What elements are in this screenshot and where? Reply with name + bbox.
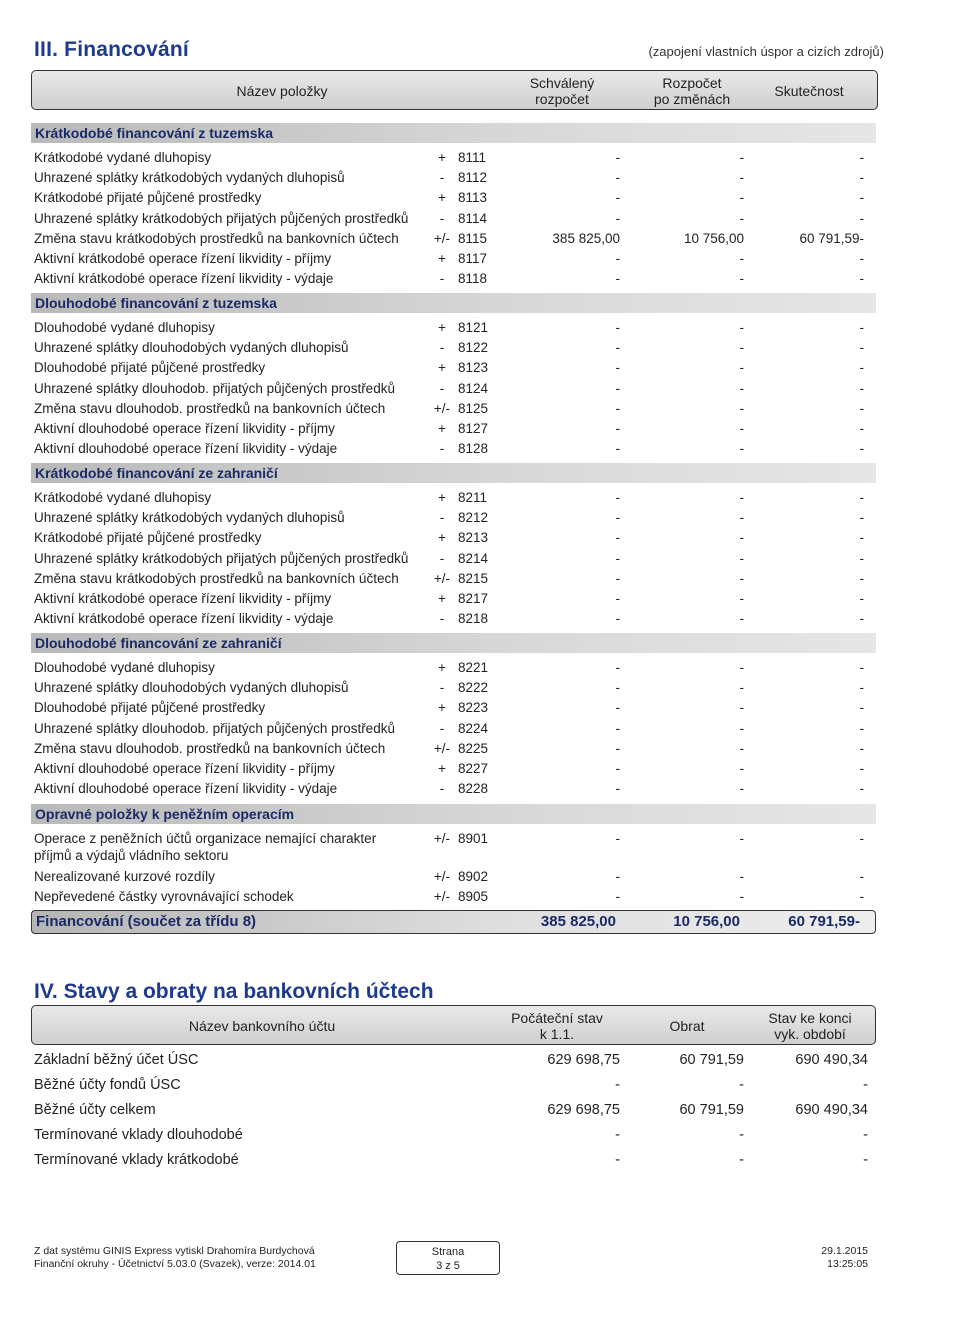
row-name: Aktivní dlouhodobé operace řízení likvidity - výdaje <box>34 441 338 457</box>
row-code: 8113 <box>458 190 488 206</box>
row-name: Uhrazené splátky krátkodobých vydaných dluhopisů <box>34 170 345 186</box>
table-row <box>0 249 960 269</box>
row-code: 8128 <box>458 441 489 457</box>
row-approved: - <box>615 889 620 904</box>
row-code: 8222 <box>458 680 489 696</box>
row-changed: - <box>739 781 744 797</box>
row-name: Aktivní krátkodobé operace řízení likvidity - příjmy <box>34 591 332 606</box>
row-changed: - <box>739 831 744 846</box>
section-3-title: III. Financování <box>34 38 189 61</box>
row-sign: + <box>438 700 446 716</box>
row-approved: - <box>615 761 620 776</box>
row-approved: - <box>615 611 620 627</box>
row-actual: - <box>859 831 864 846</box>
row-name: Nepřevedené částky vyrovnávající schodek <box>34 889 294 904</box>
row-actual: - <box>859 781 864 797</box>
turnover: 60 791,59 <box>679 1052 744 1068</box>
table-row <box>0 148 960 168</box>
row-name: Uhrazené splátky dlouhodob. přijatých půjčených prostředků <box>34 720 395 736</box>
closing-balance: - <box>863 1152 868 1168</box>
row-changed: - <box>739 660 744 675</box>
row-code: 8221 <box>458 660 489 675</box>
row-sign: +/- <box>433 400 451 416</box>
row-changed: 10 756,00 <box>683 230 744 246</box>
row-sign: +/- <box>433 570 451 586</box>
row-changed: - <box>739 400 744 416</box>
row-sign: + <box>438 150 446 165</box>
row-sign: + <box>438 190 446 206</box>
table-row <box>0 549 960 569</box>
row-sign: + <box>438 530 446 546</box>
turnover: - <box>739 1127 744 1143</box>
section-header-group: Dlouhodobé financování ze zahraničí <box>31 633 876 653</box>
row-code: 8227 <box>458 761 489 776</box>
row-actual: - <box>859 400 864 416</box>
header-opening-balance: Počáteční stav k 1.1. <box>511 1010 603 1042</box>
row-actual: - <box>859 700 864 716</box>
row-name: Uhrazené splátky krátkodobých přijatých půjčených prostředků <box>34 550 409 566</box>
table-row <box>0 609 960 629</box>
row-sign: - <box>439 441 445 457</box>
header-actual: Skutečnost <box>774 83 844 99</box>
table-row <box>0 229 960 249</box>
row-changed: - <box>739 380 744 396</box>
row-changed: - <box>739 150 744 165</box>
row-sign: +/- <box>433 740 451 756</box>
row-approved: - <box>615 150 620 165</box>
row-changed: - <box>739 720 744 736</box>
footer-printed-by: Z dat systému GINIS Express vytiskl Drahomíra Burdychová Finanční okruhy - Účetnictví 5.03.0 (Svazek), verze: 2014.01 <box>34 1245 316 1270</box>
row-changed: - <box>739 591 744 606</box>
row-code: 8117 <box>458 251 488 266</box>
table-row <box>0 759 960 779</box>
table-row <box>0 488 960 508</box>
row-changed: - <box>739 889 744 904</box>
row-name: Dlouhodobé vydané dluhopisy <box>34 660 215 675</box>
row-code: 8115 <box>458 230 488 246</box>
row-code: 8223 <box>458 700 489 716</box>
row-approved: - <box>615 781 620 797</box>
account-name: Běžné účty celkem <box>34 1102 156 1118</box>
row-changed: - <box>739 340 744 356</box>
row-actual: - <box>859 421 864 436</box>
table-row <box>0 209 960 229</box>
row-changed: - <box>739 320 744 335</box>
row-changed: - <box>739 190 744 206</box>
row-code: 8214 <box>458 550 489 566</box>
row-approved: - <box>615 271 620 287</box>
row-approved: - <box>615 700 620 716</box>
row-actual: - <box>859 740 864 756</box>
section-3-table-header <box>31 70 878 110</box>
section-3-note: (zapojení vlastních úspor a cizích zdrojů) <box>648 44 884 59</box>
row-name: Aktivní krátkodobé operace řízení likvidity - výdaje <box>34 271 334 287</box>
table-row <box>0 719 960 739</box>
opening-balance: 629 698,75 <box>547 1102 620 1118</box>
row-name: Aktivní dlouhodobé operace řízení likvidity - příjmy <box>34 421 335 436</box>
row-approved: 385 825,00 <box>552 230 620 246</box>
row-approved: - <box>615 210 620 226</box>
table-row <box>0 528 960 548</box>
row-code: 8127 <box>458 421 489 436</box>
section-header-opravne: Opravné položky k peněžním operacím <box>31 804 876 824</box>
row-actual: - <box>859 530 864 546</box>
row-approved: - <box>615 591 620 606</box>
row-sign: - <box>439 550 445 566</box>
row-name: Aktivní krátkodobé operace řízení likvidity - výdaje <box>34 611 334 627</box>
closing-balance: 690 490,34 <box>795 1102 868 1118</box>
row-approved: - <box>615 421 620 436</box>
total-actual: 60 791,59- <box>788 913 860 930</box>
row-approved: - <box>615 869 620 884</box>
table-row <box>0 678 960 698</box>
row-sign: + <box>438 320 446 335</box>
bank-account-row <box>0 1124 960 1146</box>
row-actual: - <box>859 761 864 776</box>
row-actual: - <box>859 680 864 696</box>
account-name: Základní běžný účet ÚSC <box>34 1052 199 1068</box>
row-changed: - <box>739 530 744 546</box>
row-name: Krátkodobé vydané dluhopisy <box>34 150 212 165</box>
row-name: Změna stavu dlouhodob. prostředků na bankovních účtech <box>34 740 386 756</box>
bank-account-row <box>0 1074 960 1096</box>
table-row <box>0 867 960 887</box>
table-row <box>0 338 960 358</box>
row-approved: - <box>615 831 620 846</box>
row-actual: - <box>859 441 864 457</box>
turnover: - <box>739 1152 744 1168</box>
row-changed: - <box>739 510 744 526</box>
row-approved: - <box>615 251 620 266</box>
row-changed: - <box>739 251 744 266</box>
table-row-continuation <box>0 846 960 866</box>
row-changed: - <box>739 700 744 716</box>
header-turnover: Obrat <box>669 1018 705 1034</box>
row-actual: - <box>859 869 864 884</box>
row-sign: + <box>438 591 446 606</box>
row-approved: - <box>615 170 620 186</box>
table-row <box>0 779 960 799</box>
turnover: - <box>739 1077 744 1093</box>
total-changed: 10 756,00 <box>673 913 740 930</box>
row-name: Změna stavu dlouhodob. prostředků na bankovních účtech <box>34 400 386 416</box>
row-sign: - <box>439 210 445 226</box>
row-actual: - <box>859 150 864 165</box>
table-row <box>0 589 960 609</box>
row-sign: + <box>438 490 446 505</box>
row-code: 8111 <box>458 150 487 165</box>
table-row <box>0 439 960 459</box>
table-row <box>0 739 960 759</box>
row-actual: - <box>859 490 864 505</box>
row-sign: +/- <box>433 831 451 846</box>
closing-balance: - <box>863 1127 868 1143</box>
row-name: Uhrazené splátky dlouhodobých vydaných dluhopisů <box>34 680 349 696</box>
section-4-table-header <box>31 1005 876 1045</box>
row-approved: - <box>615 530 620 546</box>
row-actual: - <box>859 210 864 226</box>
footer-timestamp: 29.1.2015 13:25:05 <box>821 1245 868 1270</box>
row-changed: - <box>739 611 744 627</box>
row-code: 8215 <box>458 570 489 586</box>
row-approved: - <box>615 490 620 505</box>
account-name: Termínované vklady dlouhodobé <box>34 1127 243 1143</box>
opening-balance: - <box>615 1127 620 1143</box>
row-actual: - <box>859 550 864 566</box>
account-name: Termínované vklady krátkodobé <box>34 1152 239 1168</box>
row-approved: - <box>615 320 620 335</box>
section-header-group: Krátkodobé financování z tuzemska <box>31 123 876 143</box>
row-code: 8905 <box>458 889 489 904</box>
bank-account-row <box>0 1149 960 1171</box>
row-approved: - <box>615 740 620 756</box>
row-approved: - <box>615 680 620 696</box>
row-name: Nerealizované kurzové rozdíly <box>34 869 215 884</box>
row-actual: - <box>859 271 864 287</box>
row-sign: + <box>438 660 446 675</box>
row-code: 8122 <box>458 340 489 356</box>
row-actual: - <box>859 360 864 376</box>
row-actual: - <box>859 170 864 186</box>
header-account-name: Název bankovního účtu <box>188 1018 336 1034</box>
table-row <box>0 658 960 678</box>
row-approved: - <box>615 190 620 206</box>
table-row <box>0 379 960 399</box>
row-sign: + <box>438 761 446 776</box>
row-sign: - <box>439 680 445 696</box>
row-name: Uhrazené splátky krátkodobých přijatých půjčených prostředků <box>34 210 409 226</box>
row-sign: - <box>439 271 445 287</box>
row-sign: +/- <box>433 869 451 884</box>
row-code: 8118 <box>458 271 488 287</box>
row-code: 8902 <box>458 869 489 884</box>
table-row <box>0 698 960 718</box>
row-changed: - <box>739 761 744 776</box>
row-changed: - <box>739 550 744 566</box>
row-changed: - <box>739 170 744 186</box>
bank-account-row <box>0 1099 960 1121</box>
row-approved: - <box>615 720 620 736</box>
row-sign: +/- <box>433 889 451 904</box>
row-actual: - <box>859 190 864 206</box>
table-row <box>0 269 960 289</box>
row-name: Krátkodobé přijaté půjčené prostředky <box>34 530 262 546</box>
table-row <box>0 419 960 439</box>
financing-total-row <box>31 910 876 934</box>
row-actual: - <box>859 380 864 396</box>
row-name: Uhrazené splátky dlouhodob. přijatých půjčených prostředků <box>34 380 395 396</box>
row-approved: - <box>615 550 620 566</box>
row-code: 8218 <box>458 611 489 627</box>
row-name: Změna stavu krátkodobých prostředků na bankovních účtech <box>34 570 399 586</box>
row-changed: - <box>739 421 744 436</box>
row-name: Dlouhodobé vydané dluhopisy <box>34 320 215 335</box>
row-code: 8217 <box>458 591 489 606</box>
row-changed: - <box>739 570 744 586</box>
section-4-title: IV. Stavy a obraty na bankovních účtech <box>34 980 434 1003</box>
row-code: 8121 <box>458 320 489 335</box>
row-name: Aktivní dlouhodobé operace řízení likvidity - výdaje <box>34 781 338 797</box>
row-actual: - <box>859 570 864 586</box>
row-name: Aktivní dlouhodobé operace řízení likvidity - příjmy <box>34 761 335 776</box>
row-code: 8213 <box>458 530 489 546</box>
row-name: Operace z peněžních účtů organizace nemající charakter <box>34 831 377 846</box>
table-row <box>0 569 960 589</box>
table-row <box>0 508 960 528</box>
row-changed: - <box>739 210 744 226</box>
row-sign: + <box>438 421 446 436</box>
table-row <box>0 188 960 208</box>
row-actual: 60 791,59- <box>799 230 864 246</box>
row-code: 8224 <box>458 720 489 736</box>
row-code: 8114 <box>458 210 488 226</box>
row-actual: - <box>859 889 864 904</box>
row-name: Aktivní krátkodobé operace řízení likvidity - příjmy <box>34 251 332 266</box>
row-code: 8228 <box>458 781 489 797</box>
header-approved-budget: Schválený rozpočet <box>529 75 595 107</box>
row-code: 8212 <box>458 510 489 526</box>
row-changed: - <box>739 869 744 884</box>
row-sign: - <box>439 340 445 356</box>
header-budget-after-changes: Rozpočet po změnách <box>653 75 731 107</box>
opening-balance: 629 698,75 <box>547 1052 620 1068</box>
row-approved: - <box>615 510 620 526</box>
row-sign: + <box>438 251 446 266</box>
row-actual: - <box>859 591 864 606</box>
row-sign: + <box>438 360 446 376</box>
row-changed: - <box>739 441 744 457</box>
row-actual: - <box>859 320 864 335</box>
section-header-group: Krátkodobé financování ze zahraničí <box>31 463 876 483</box>
row-sign: - <box>439 611 445 627</box>
account-name: Běžné účty fondů ÚSC <box>34 1077 181 1093</box>
closing-balance: - <box>863 1077 868 1093</box>
closing-balance: 690 490,34 <box>795 1052 868 1068</box>
header-closing-balance: Stav ke konci vyk. období <box>768 1010 852 1042</box>
row-name: Krátkodobé vydané dluhopisy <box>34 490 212 505</box>
row-changed: - <box>739 740 744 756</box>
row-actual: - <box>859 660 864 675</box>
row-approved: - <box>615 570 620 586</box>
row-actual: - <box>859 340 864 356</box>
row-sign: - <box>439 720 445 736</box>
row-sign: - <box>439 510 445 526</box>
row-code: 8211 <box>458 490 488 505</box>
row-name: Změna stavu krátkodobých prostředků na bankovních účtech <box>34 230 399 246</box>
row-approved: - <box>615 441 620 457</box>
opening-balance: - <box>615 1152 620 1168</box>
row-actual: - <box>859 510 864 526</box>
row-code: 8225 <box>458 740 489 756</box>
row-changed: - <box>739 360 744 376</box>
table-row <box>0 358 960 378</box>
row-name: Uhrazené splátky krátkodobých vydaných dluhopisů <box>34 510 345 526</box>
row-actual: - <box>859 251 864 266</box>
row-name: Uhrazené splátky dlouhodobých vydaných dluhopisů <box>34 340 349 356</box>
row-approved: - <box>615 340 620 356</box>
table-row <box>0 168 960 188</box>
row-approved: - <box>615 660 620 675</box>
row-approved: - <box>615 380 620 396</box>
row-changed: - <box>739 490 744 505</box>
row-sign: - <box>439 170 445 186</box>
row-code: 8123 <box>458 360 489 376</box>
table-row <box>0 318 960 338</box>
total-label: Financování (součet za třídu 8) <box>36 913 257 930</box>
row-approved: - <box>615 400 620 416</box>
bank-account-row <box>0 1049 960 1071</box>
header-item-name: Název položky <box>236 83 328 99</box>
row-actual: - <box>859 611 864 627</box>
row-code: 8124 <box>458 380 489 396</box>
total-approved: 385 825,00 <box>540 913 616 930</box>
table-row <box>0 399 960 419</box>
row-sign: - <box>439 781 445 797</box>
row-name: Dlouhodobé přijaté půjčené prostředky <box>34 700 266 716</box>
page-number-box: Strana 3 z 5 <box>396 1241 500 1275</box>
row-code: 8901 <box>458 831 489 846</box>
section-header-group: Dlouhodobé financování z tuzemska <box>31 293 876 313</box>
row-code: 8112 <box>458 170 488 186</box>
row-actual: - <box>859 720 864 736</box>
row-name-line2: příjmů a výdajů vládního sektoru <box>34 848 229 863</box>
row-approved: - <box>615 360 620 376</box>
row-name: Dlouhodobé přijaté půjčené prostředky <box>34 360 266 376</box>
row-sign: - <box>439 380 445 396</box>
row-code: 8125 <box>458 400 489 416</box>
row-sign: +/- <box>433 230 451 246</box>
row-name: Krátkodobé přijaté půjčené prostředky <box>34 190 262 206</box>
opening-balance: - <box>615 1077 620 1093</box>
row-changed: - <box>739 271 744 287</box>
table-row <box>0 887 960 907</box>
row-changed: - <box>739 680 744 696</box>
turnover: 60 791,59 <box>679 1102 744 1118</box>
